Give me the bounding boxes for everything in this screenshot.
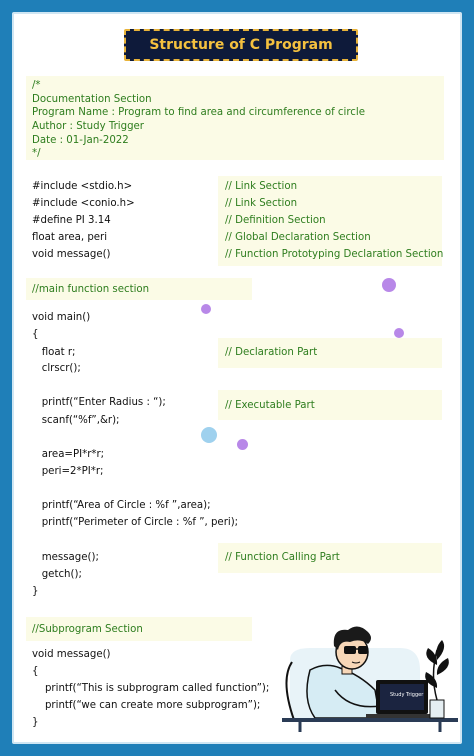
- subprogram-section-label: //Subprogram Section: [32, 624, 143, 635]
- main-code-line: printf(“Perimeter of Circle : %f ”, peri);: [32, 517, 239, 528]
- decorative-dot: [201, 304, 211, 314]
- header-comment: // Global Declaration Section: [225, 232, 371, 243]
- header-code-line: #include <stdio.h>: [32, 181, 133, 192]
- header-comment: // Function Prototyping Declaration Section: [225, 249, 444, 260]
- page-title: Structure of C Program: [124, 29, 358, 61]
- main-code-line: clrscr();: [32, 363, 81, 374]
- header-comment: // Link Section: [225, 198, 298, 209]
- sub-code-line: void message(): [32, 649, 111, 660]
- doc-line: /*: [32, 80, 41, 91]
- doc-line: */: [32, 148, 41, 159]
- decorative-dot: [201, 427, 217, 443]
- main-code-line: {: [32, 329, 39, 340]
- programmer-illustration: [280, 620, 458, 732]
- main-code-line: getch();: [32, 569, 82, 580]
- sub-code-line: printf(“This is subprogram called function”);: [32, 683, 270, 694]
- main-section-label: //main function section: [32, 284, 150, 295]
- declaration-comment: // Declaration Part: [225, 347, 318, 358]
- header-comment: // Link Section: [225, 181, 298, 192]
- main-code-line: printf(“Enter Radius : “);: [32, 397, 166, 408]
- doc-line: Documentation Section: [32, 94, 152, 105]
- decorative-dot: [382, 278, 396, 292]
- main-code-line: printf(“Area of Circle : %f ”,area);: [32, 500, 211, 511]
- sub-code-line: printf(“we can create more subprogram”);: [32, 700, 261, 711]
- sub-code-line: {: [32, 666, 39, 677]
- executable-comment: // Executable Part: [225, 400, 315, 411]
- laptop-brand-label: Study Trigger: [390, 692, 424, 698]
- header-code-line: float area, peri: [32, 232, 108, 243]
- calling-comment: // Function Calling Part: [225, 552, 340, 563]
- main-code-line: scanf(“%f”,&r);: [32, 415, 120, 426]
- decorative-dot: [394, 328, 404, 338]
- header-code-line: #define PI 3.14: [32, 215, 111, 226]
- decorative-dot: [237, 439, 248, 450]
- main-code-line: area=PI*r*r;: [32, 449, 105, 460]
- header-code-line: #include <conio.h>: [32, 198, 135, 209]
- doc-line: Program Name : Program to find area and circumference of circle: [32, 107, 365, 118]
- main-code-line: message();: [32, 552, 99, 563]
- doc-line: Date : 01-Jan-2022: [32, 135, 129, 146]
- main-code-line: float r;: [32, 347, 76, 358]
- main-code-line: peri=2*PI*r;: [32, 466, 104, 477]
- header-comment: // Definition Section: [225, 215, 326, 226]
- main-code-line: void main(): [32, 312, 91, 323]
- header-code-line: void message(): [32, 249, 111, 260]
- main-code-line: }: [32, 586, 39, 597]
- doc-line: Author : Study Trigger: [32, 121, 144, 132]
- sub-code-line: }: [32, 717, 39, 728]
